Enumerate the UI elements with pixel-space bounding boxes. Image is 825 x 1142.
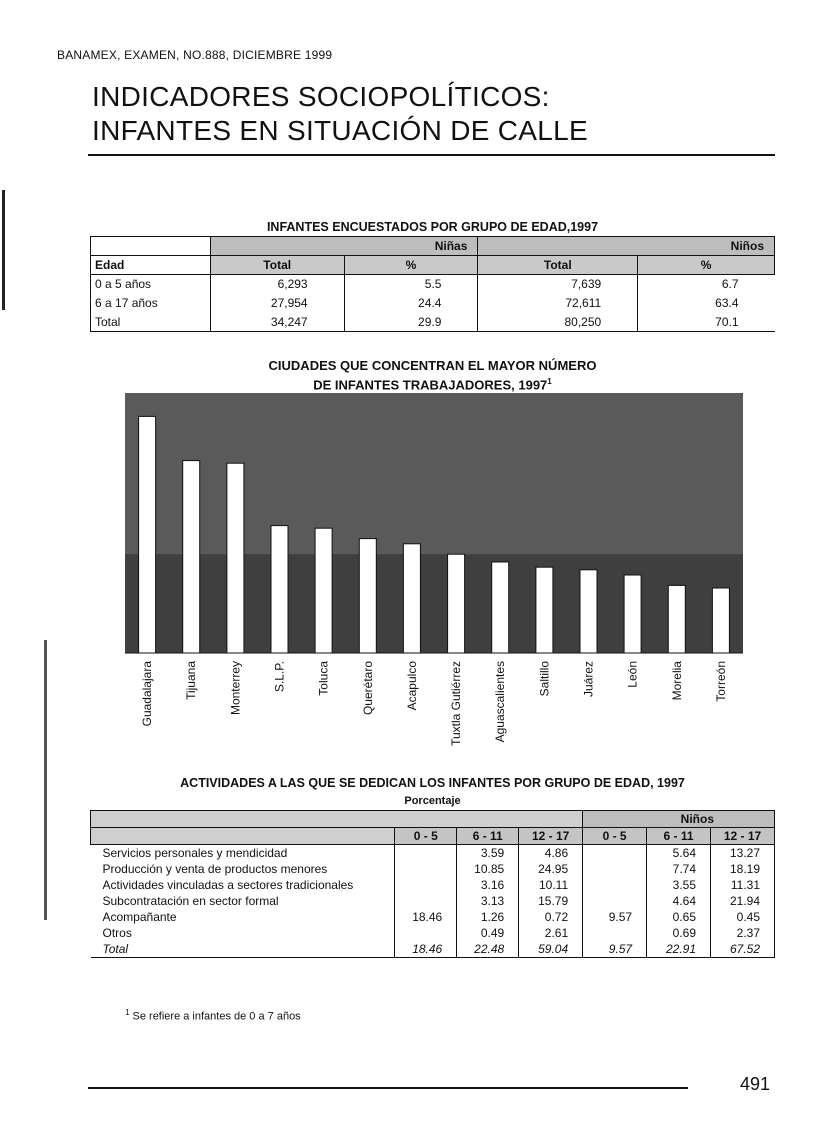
chart-title-line1: CIUDADES QUE CONCENTRAN EL MAYOR NÚMERO bbox=[268, 358, 597, 373]
table2-group-ninos: Niños bbox=[583, 811, 775, 828]
bar-chart-svg bbox=[125, 393, 743, 763]
bar-tijuana bbox=[183, 461, 200, 653]
table1-header-row bbox=[91, 256, 775, 275]
table2-cell: 2.61 bbox=[519, 925, 583, 941]
table2-cell: 0.45 bbox=[711, 909, 775, 925]
table2-col: 6 - 11 bbox=[647, 828, 711, 845]
table2-cell: 10.11 bbox=[519, 877, 583, 893]
table2-cell: 67.52 bbox=[711, 941, 775, 958]
table2-cell: 18.46 bbox=[395, 941, 457, 958]
table2-cell bbox=[583, 925, 647, 941]
table2-title: ACTIVIDADES A LAS QUE SE DEDICAN LOS INFANTES POR GRUPO DE EDAD, 1997 bbox=[180, 776, 685, 790]
table-row bbox=[91, 925, 775, 941]
table2-cell: 1.26 bbox=[457, 909, 519, 925]
x-tick-label: Tuxtla Gutiérrez bbox=[449, 661, 464, 746]
table2-cell: 3.55 bbox=[647, 877, 711, 893]
table2-activity-label: Actividades vinculadas a sectores tradicionales bbox=[102, 878, 354, 892]
table1-cell: 5.5 bbox=[344, 275, 478, 294]
table1-col-pct-ninas: % bbox=[344, 256, 478, 275]
table2-cell bbox=[395, 925, 457, 941]
table1-col-total-ninas: Total bbox=[210, 256, 344, 275]
table1-title: INFANTES ENCUESTADOS POR GRUPO DE EDAD,1997 bbox=[266, 220, 599, 234]
table-age-groups bbox=[90, 236, 775, 332]
table1-group-row bbox=[91, 237, 775, 256]
x-tick-label: Monterrey bbox=[228, 661, 243, 716]
table1-group-ninos: Niños bbox=[478, 237, 775, 256]
table1-cell: 0 a 5 años bbox=[91, 275, 211, 294]
table2-col: 12 - 17 bbox=[711, 828, 775, 845]
table2-col-blank bbox=[91, 828, 395, 845]
bar-saltillo bbox=[536, 567, 553, 653]
x-tick-label: Morelia bbox=[669, 661, 684, 701]
table2-cell: 3.13 bbox=[457, 893, 519, 909]
table2-cell: 21.94 bbox=[711, 893, 775, 909]
table2-cell: 18.46 bbox=[395, 909, 457, 925]
table1-cell: 63.4 bbox=[638, 294, 775, 313]
table2-cell: 0.69 bbox=[647, 925, 711, 941]
table2-col: 6 - 11 bbox=[457, 828, 519, 845]
table2-activity-label: Acompañante bbox=[102, 910, 177, 924]
table1-group-ninas: Niñas bbox=[210, 237, 478, 256]
table2-cell: 0.72 bbox=[519, 909, 583, 925]
table1-cell: 27,954 bbox=[210, 294, 344, 313]
table2-cell: 7.74 bbox=[647, 861, 711, 877]
chart-title-footnote-mark: 1 bbox=[547, 377, 552, 386]
table1-corner bbox=[91, 237, 211, 256]
table2-subtitle: Porcentaje bbox=[404, 795, 461, 807]
bar-toluca bbox=[315, 528, 332, 653]
bar-s-l-p- bbox=[271, 526, 288, 653]
table2-cell: 2.37 bbox=[711, 925, 775, 941]
table-row bbox=[91, 275, 775, 294]
table-row bbox=[91, 313, 775, 332]
table1-cell: 80,250 bbox=[478, 313, 638, 332]
table2-activity-label: Producción y venta de productos menores bbox=[102, 862, 328, 876]
x-tick-label: Juárez bbox=[581, 661, 596, 698]
x-tick-label: S.L.P. bbox=[272, 661, 287, 693]
page-title-line1: INDICADORES SOCIOPOLÍTICOS: bbox=[92, 81, 550, 112]
footnote-text: Se refiere a infantes de 0 a 7 años bbox=[132, 1010, 301, 1023]
x-tick-label: Querétaro bbox=[360, 661, 375, 716]
table2-activity-label: Servicios personales y mendicidad bbox=[102, 846, 288, 860]
footnote bbox=[125, 1008, 301, 1023]
table2-group-blank bbox=[91, 811, 583, 828]
source-header: BANAMEX, EXAMEN, NO.888, DICIEMBRE 1999 bbox=[57, 48, 333, 62]
bar-acapulco bbox=[403, 544, 420, 653]
table2-cell bbox=[583, 845, 647, 862]
table2-body bbox=[91, 845, 775, 958]
x-tick-label: León bbox=[625, 661, 640, 688]
table2-cell bbox=[583, 861, 647, 877]
x-tick-label: Acapulco bbox=[404, 661, 419, 711]
table-row bbox=[91, 909, 775, 925]
table2-cell: 10.85 bbox=[457, 861, 519, 877]
table2-cell bbox=[395, 861, 457, 877]
table1-cell: 6 a 17 años bbox=[91, 294, 211, 313]
table2-header-row bbox=[91, 828, 775, 845]
x-tick-label: Tijuana bbox=[184, 661, 199, 700]
table2-cell: 3.16 bbox=[457, 877, 519, 893]
x-tick-label: Aguascalientes bbox=[493, 661, 508, 743]
table-row bbox=[91, 845, 775, 862]
bar-le-n bbox=[624, 575, 641, 653]
table1-cell: 29.9 bbox=[344, 313, 478, 332]
scan-edge-left-lower bbox=[44, 640, 47, 920]
table1-cell: 70.1 bbox=[638, 313, 775, 332]
bar-morelia bbox=[668, 585, 685, 653]
table1-cell: 24.4 bbox=[344, 294, 478, 313]
bar-ju-rez bbox=[580, 570, 597, 653]
table1-col-total-ninos: Total bbox=[478, 256, 638, 275]
table2-cell: 4.64 bbox=[647, 893, 711, 909]
table2-cell: 15.79 bbox=[519, 893, 583, 909]
scan-edge-left bbox=[2, 190, 5, 310]
x-tick-label: Torreón bbox=[713, 661, 728, 702]
table2-cell: 4.86 bbox=[519, 845, 583, 862]
table1-cell: 6.7 bbox=[638, 275, 775, 294]
table2-col: 12 - 17 bbox=[519, 828, 583, 845]
table2-col: 0 - 5 bbox=[395, 828, 457, 845]
table-row bbox=[91, 294, 775, 313]
bar-guadalajara bbox=[139, 416, 156, 653]
table2-cell bbox=[583, 893, 647, 909]
table2-cell: 22.91 bbox=[647, 941, 711, 958]
table2-cell: 24.95 bbox=[519, 861, 583, 877]
table-activities bbox=[90, 810, 775, 958]
title-rule bbox=[88, 154, 775, 156]
table2-activity-label: Otros bbox=[102, 926, 132, 940]
table-row bbox=[91, 861, 775, 877]
table2-cell: 5.64 bbox=[647, 845, 711, 862]
table1-cell: 34,247 bbox=[210, 313, 344, 332]
table-row bbox=[91, 877, 775, 893]
bar-chart bbox=[125, 393, 743, 746]
bar-monterrey bbox=[227, 463, 244, 653]
table2-cell: 11.31 bbox=[711, 877, 775, 893]
table2-cell: 22.48 bbox=[457, 941, 519, 958]
table2-cell: 0.49 bbox=[457, 925, 519, 941]
table2-cell bbox=[395, 877, 457, 893]
x-tick-label: Toluca bbox=[316, 661, 331, 696]
chart-title-line2 bbox=[90, 374, 775, 393]
table1-cell: 72,611 bbox=[478, 294, 638, 313]
page-title bbox=[92, 80, 588, 148]
chart-title-line2-text: DE INFANTES TRABAJADORES, 1997 bbox=[313, 377, 548, 393]
table2-col: 0 - 5 bbox=[583, 828, 647, 845]
chart-title bbox=[90, 358, 775, 393]
table2-cell: 18.19 bbox=[711, 861, 775, 877]
table1-col-edad: Edad bbox=[91, 256, 211, 275]
table1-cell: Total bbox=[91, 313, 211, 332]
bar-torre-n bbox=[712, 588, 729, 653]
footer-rule bbox=[88, 1087, 688, 1089]
table1-col-pct-ninos: % bbox=[638, 256, 775, 275]
page-title-line2: INFANTES EN SITUACIÓN DE CALLE bbox=[92, 115, 588, 146]
table2-cell: 9.57 bbox=[583, 941, 647, 958]
table-row bbox=[91, 893, 775, 909]
table1-cell: 7,639 bbox=[478, 275, 638, 294]
table2-activity-label: Total bbox=[91, 941, 395, 958]
bar-quer-taro bbox=[359, 539, 376, 653]
x-tick-label: Saltillo bbox=[537, 661, 552, 697]
table2-cell bbox=[395, 893, 457, 909]
table2-activity-label: Subcontratación en sector formal bbox=[102, 894, 279, 908]
table2-cell: 13.27 bbox=[711, 845, 775, 862]
table2-cell: 0.65 bbox=[647, 909, 711, 925]
x-tick-label: Guadalajara bbox=[140, 661, 155, 727]
footnote-mark: 1 bbox=[125, 1008, 130, 1017]
table2-cell: 59.04 bbox=[519, 941, 583, 958]
table2-group-row bbox=[91, 811, 775, 828]
page-number: 491 bbox=[740, 1074, 771, 1094]
table2-cell: 9.57 bbox=[583, 909, 647, 925]
table1-cell: 6,293 bbox=[210, 275, 344, 294]
plot-shade bbox=[125, 554, 743, 653]
table-row bbox=[91, 941, 775, 958]
table2-cell bbox=[583, 877, 647, 893]
table2-cell: 3.59 bbox=[457, 845, 519, 862]
bar-aguascalientes bbox=[492, 562, 509, 653]
table2-cell bbox=[395, 845, 457, 862]
bar-tuxtla-guti-rrez bbox=[448, 554, 465, 653]
